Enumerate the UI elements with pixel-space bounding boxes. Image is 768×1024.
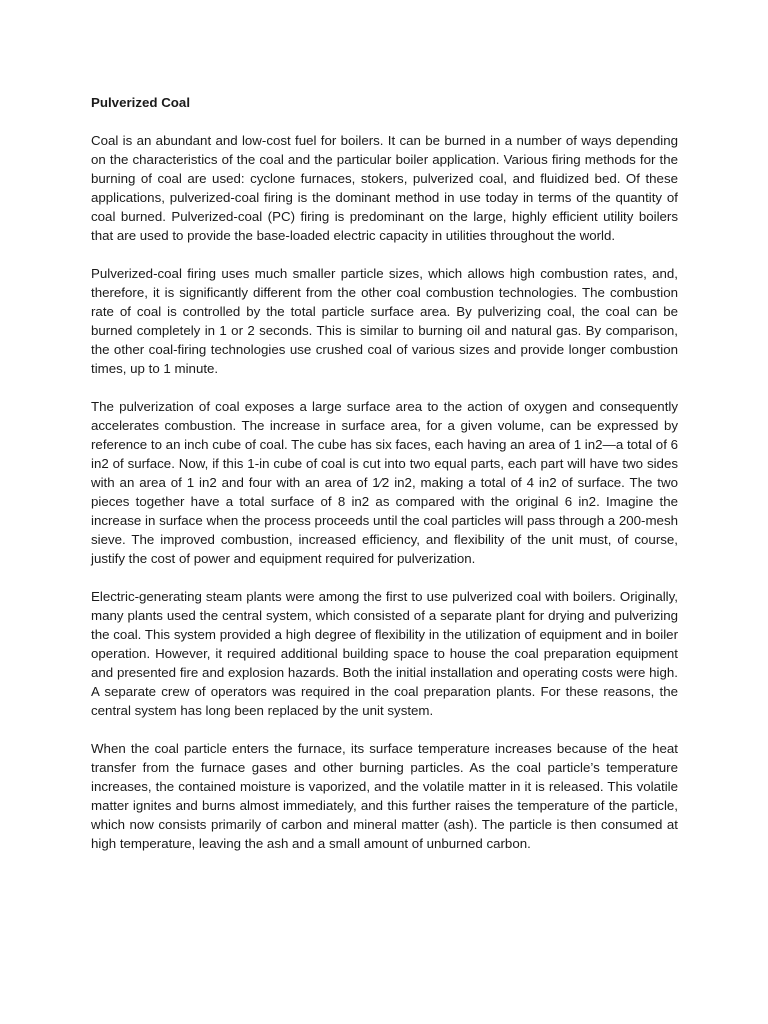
paragraph-central-system: Electric-generating steam plants were among the first to use pulverized coal with boilers. Originally, many plants used the central system, which consisted of a separate plant for drying and pulverizing the coal. This system provided a high degree of flexibility in the utilization of equipment and in boiler operation. However, it required additional building space to house the coal preparation equipment and presented fire and explosion hazards. Both the initial installation and operating costs were high. A separate crew of operators was required in the coal preparation plants. For these reasons, the central system has long been replaced by the unit system. (91, 589, 678, 718)
document-title: Pulverized Coal (91, 95, 191, 110)
paragraph-surface-area: The pulverization of coal exposes a large surface area to the action of oxygen and consequently accelerates combustion. The increase in surface area, for a given volume, can be expressed by reference to an inch cube of coal. The cube has six faces, each having an area of 1 in2—a total of 6 in2 of surface. Now, if this 1-in cube of coal is cut into two equal parts, each part will have two sides with an area of 1 in2 and four with an area of 1⁄2 in2, making a total of 4 in2 of surface. The two pieces together have a total surface of 8 in2 as compared with the original 6 in2. Imagine the increase in surface when the process proceeds until the coal particles will pass through a 200-mesh sieve. The improved combustion, increased efficiency, and flexibility of the unit must, of course, justify the cost of power and equipment required for pulverization. (91, 399, 678, 566)
paragraph-pulverized-firing: Pulverized-coal firing uses much smaller particle sizes, which allows high combustion rates, and, therefore, it is significantly different from the other coal combustion technologies. The combustion rate of coal is controlled by the total particle surface area. By pulverizing coal, the coal can be burned completely in 1 or 2 seconds. This is similar to burning oil and natural gas. By comparison, the other coal-firing technologies use crushed coal of various sizes and provide longer combustion times, up to 1 minute. (91, 266, 678, 376)
paragraph-particle-combustion: When the coal particle enters the furnace, its surface temperature increases because of the heat transfer from the furnace gases and other burning particles. As the coal particle’s temperature increases, the contained moisture is vaporized, and the volatile matter in it is released. This volatile matter ignites and burns almost immediately, and this further raises the temperature of the particle, which now consists primarily of carbon and mineral matter (ash). The particle is then consumed at high temperature, leaving the ash and a small amount of unburned carbon. (91, 741, 678, 851)
document-page (91, 93, 678, 872)
paragraph-coal-overview: Coal is an abundant and low-cost fuel for boilers. It can be burned in a number of ways depending on the characteristics of the coal and the particular boiler application. Various firing methods for the burning of coal are used: cyclone furnaces, stokers, pulverized coal, and fluidized bed. Of these applications, pulverized-coal firing is the dominant method in use today in terms of the quantity of coal burned. Pulverized-coal (PC) firing is predominant on the large, highly efficient utility boilers that are used to provide the base-loaded electric capacity in utilities throughout the world. (91, 133, 678, 243)
